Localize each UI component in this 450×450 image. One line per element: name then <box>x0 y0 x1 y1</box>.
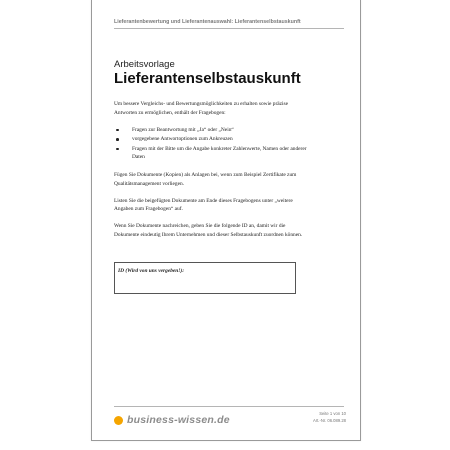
id-field-label: ID (Wird von uns vergeben!): <box>118 268 184 274</box>
brand-logo <box>114 414 230 426</box>
document-page <box>91 0 361 441</box>
id-instructions-paragraph: Wenn Sie Dokumente nachreichen, geben Sie die folgende ID an, damit wir die Dokumente eindeutig Ihrem Unternehmen und dieser Selbstauskunft zuordnen können. <box>114 223 303 239</box>
list-item: Fragen zur Beantwortung mit „Ja“ oder „Nein“ <box>114 126 308 135</box>
id-field-box[interactable] <box>114 262 296 294</box>
listing-paragraph: Listen Sie die beigefügten Dokumente am Ende dieses Fragebogens unter „weitere Angaben zum Fragebogen“ auf. <box>114 197 293 213</box>
intro-paragraph: Um bessere Vergleichs- und Bewertungsmöglichkeiten zu erhalten sowie präzise Antworten zu ermöglichen, enthält der Fragebogen: <box>114 101 289 116</box>
header-divider <box>114 28 344 29</box>
document-title: Lieferantenselbstauskunft <box>114 70 301 87</box>
page-info <box>313 411 346 424</box>
footer-divider <box>114 406 344 407</box>
running-header: Lieferantenbewertung und Lieferantenauswahl: Lieferantenselbstauskunft <box>114 19 301 25</box>
list-item: Fragen mit der Bitte um die Angabe konkreter Zahlenwerte, Namen oder anderer Daten <box>114 145 308 162</box>
list-item: vorgegebene Antwortoptionen zum Ankreuzen <box>114 135 308 144</box>
page-number: Seite 1 von 10 <box>319 411 346 416</box>
document-kicker: Arbeitsvorlage <box>114 59 175 70</box>
document-body <box>114 100 308 248</box>
question-types-list <box>114 126 308 162</box>
logo-text: business-wissen.de <box>127 414 230 426</box>
logo-dot-icon <box>114 416 123 425</box>
article-number: Art.-Nr. 06.089.28 <box>312 417 346 423</box>
attachments-paragraph: Fügen Sie Dokumente (Kopien) als Anlagen bei, wenn zum Beispiel Zertifikate zum Qualitätsmanagement vorliegen. <box>114 172 297 187</box>
